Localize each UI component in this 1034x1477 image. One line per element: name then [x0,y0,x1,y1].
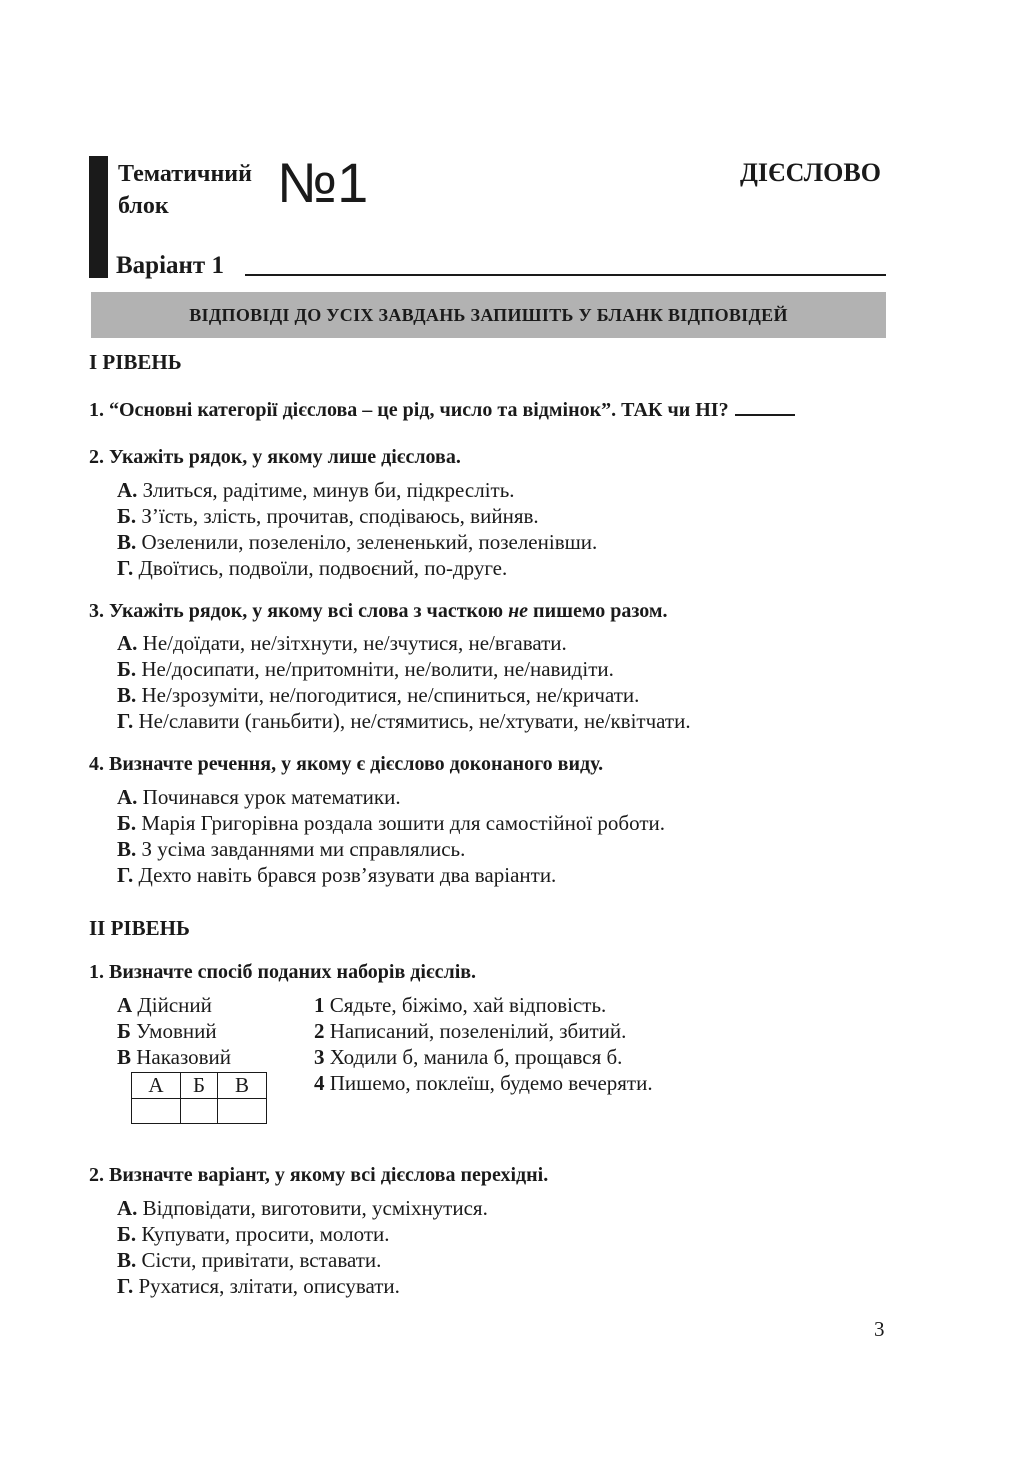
option-h: Г. Рухатися, злітати, описувати. [117,1274,400,1298]
level-2-title: ІІ РІВЕНЬ [89,916,190,940]
answer-grid [131,1072,267,1124]
question-1-2: 2. Укажіть рядок, у якому лише дієслова. [89,446,461,468]
question-1-3: 3. Укажіть рядок, у якому всі слова з часткою не пишемо разом. [89,600,668,622]
option-a: А. Не/доїдати, не/зітхнути, не/зчутися, не/вгавати. [117,631,567,655]
option-a: А. Починався урок математики. [117,785,401,809]
question-2-2: 2. Визначте варіант, у якому всі дієслова перехідні. [89,1164,549,1186]
verb-set-item: 3 Ходили б, манила б, прощався б. [314,1045,623,1069]
mood-item: А Дійсний [117,993,212,1017]
option-h: Г. Дехто навіть брався розв’язувати два варіанти. [117,863,557,887]
option-v: В. Озеленили, позеленіло, зелененький, позеленівши. [117,530,598,554]
option-h: Г. Не/славити (ганьбити), не/стямитись, не/хтувати, не/квітчати. [117,709,691,733]
level-1-title: І РІВЕНЬ [89,350,182,374]
question-1-1: 1. “Основні категорії дієслова – це рід, число та відмінок”. ТАК чи НІ? [89,396,795,422]
grid-cell-a[interactable] [132,1099,181,1124]
thematic-block-label: Тематичний блок [118,161,252,219]
grid-header-b: Б [181,1073,218,1099]
answer-blank[interactable] [735,396,795,416]
grid-cell-b[interactable] [181,1099,218,1124]
option-h: Г. Двоїтись, подвоїли, подвоєний, по-друге. [117,556,508,580]
question-1-4: 4. Визначте речення, у якому є дієслово доконаного виду. [89,753,604,775]
option-v: В. Сісти, привітати, вставати. [117,1248,382,1272]
page-number: 3 [874,1317,885,1341]
variant-label: Варіант 1 [116,252,224,279]
option-b: Б. Купувати, просити, молоти. [117,1222,390,1246]
grid-header-v: В [218,1073,267,1099]
question-2-1: 1. Визначте спосіб поданих наборів дієслів. [89,961,477,983]
verb-set-item: 4 Пишемо, поклеїш, будемо вечеряти. [314,1071,653,1095]
option-v: В. З усіма завданнями ми справлялись. [117,837,466,861]
page-title: ДІЄСЛОВО [740,158,881,187]
option-b: Б. Марія Григорівна роздала зошити для самостійної роботи. [117,811,665,835]
mood-item: В Наказовий [117,1045,232,1069]
option-b: Б. З’їсть, злість, прочитав, сподіваюсь, вийняв. [117,504,539,528]
option-a: А. Відповідати, виготовити, усміхнутися. [117,1196,488,1220]
block-number: №1 [277,151,369,214]
grid-cell-v[interactable] [218,1099,267,1124]
name-underline [245,274,886,276]
answer-grid-row [132,1099,267,1124]
answer-grid-header [132,1073,267,1099]
verb-set-item: 2 Написаний, позеленілий, збитий. [314,1019,627,1043]
header-accent-bar [89,156,108,278]
instruction-banner: ВІДПОВІДІ ДО УСІХ ЗАВДАНЬ ЗАПИШІТЬ У БЛАНК ВІДПОВІДЕЙ [91,292,886,338]
option-a: А. Злиться, радітиме, минув би, підкресліть. [117,478,515,502]
grid-header-a: А [132,1073,181,1099]
verb-set-item: 1 Сядьте, біжімо, хай відповість. [314,993,607,1017]
option-b: Б. Не/досипати, не/притомніти, не/волити, не/навидіти. [117,657,614,681]
option-v: В. Не/зрозуміти, не/погодитися, не/спиниться, не/кричати. [117,683,640,707]
mood-item: Б Умовний [117,1019,217,1043]
